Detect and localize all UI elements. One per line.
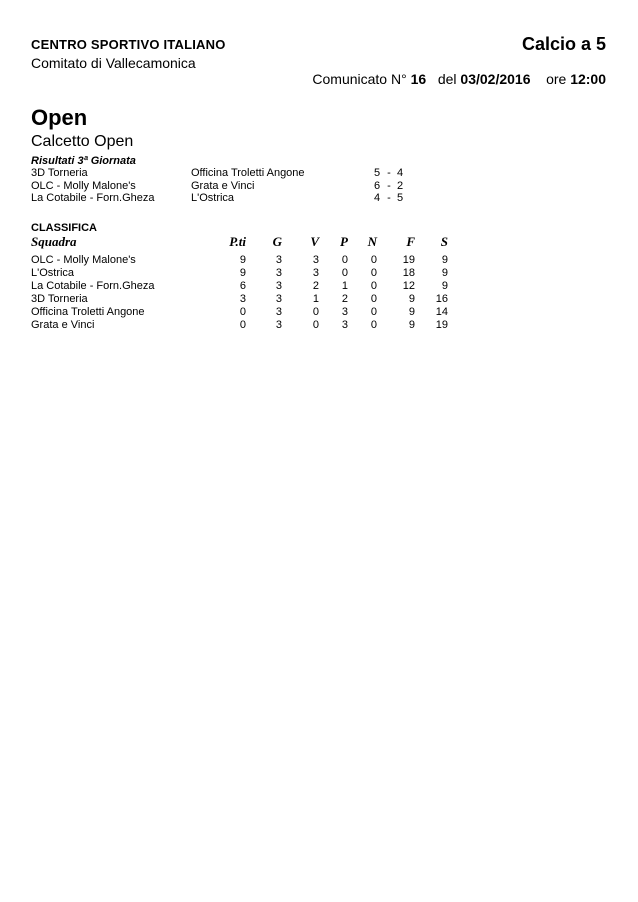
played-value: 3 <box>275 254 282 266</box>
standings-row <box>0 306 638 319</box>
played-value: 3 <box>275 267 282 279</box>
col-lost: P <box>340 234 348 249</box>
points-value: 0 <box>239 319 246 331</box>
match-row <box>0 192 638 205</box>
match-home-team: La Cotabile - Forn.Gheza <box>31 192 155 204</box>
lost-value: 1 <box>341 280 348 292</box>
match-row <box>0 167 638 180</box>
goals-for-value: 9 <box>408 306 415 318</box>
goals-against-value: 14 <box>435 306 448 318</box>
match-away-score: 2 <box>396 180 404 192</box>
lost-value: 2 <box>341 293 348 305</box>
won-value: 2 <box>312 280 319 292</box>
played-value: 3 <box>275 280 282 292</box>
sport-name: Calcio a 5 <box>521 34 606 54</box>
goals-against-value: 9 <box>441 254 448 266</box>
lost-value: 0 <box>341 267 348 279</box>
col-goals-against: S <box>440 234 448 249</box>
lost-value: 3 <box>341 306 348 318</box>
col-goals-for: F <box>406 234 415 249</box>
points-value: 0 <box>239 306 246 318</box>
goals-for-value: 19 <box>402 254 415 266</box>
drawn-value: 0 <box>370 280 377 292</box>
match-home-score: 4 <box>373 192 381 204</box>
standings-row <box>0 319 638 332</box>
match-home-team: 3D Torneria <box>31 167 88 179</box>
drawn-value: 0 <box>370 267 377 279</box>
lost-value: 3 <box>341 319 348 331</box>
goals-against-value: 16 <box>435 293 448 305</box>
score-separator: - <box>387 192 391 204</box>
lost-value: 0 <box>341 254 348 266</box>
match-away-team: Grata e Vinci <box>191 180 255 192</box>
organization-name: CENTRO SPORTIVO ITALIANO <box>31 37 226 52</box>
goals-for-value: 12 <box>402 280 415 292</box>
won-value: 0 <box>312 319 319 331</box>
col-played: G <box>272 234 282 249</box>
won-value: 0 <box>312 306 319 318</box>
goals-for-value: 18 <box>402 267 415 279</box>
category-title: Open <box>31 105 88 130</box>
match-away-team: L'Ostrica <box>191 192 235 204</box>
played-value: 3 <box>275 293 282 305</box>
standings-title: CLASSIFICA <box>31 222 97 234</box>
time-label: ore <box>546 71 567 87</box>
points-value: 9 <box>239 254 246 266</box>
drawn-value: 0 <box>370 306 377 318</box>
played-value: 3 <box>275 306 282 318</box>
team-name: Officina Troletti Angone <box>31 306 145 318</box>
won-value: 3 <box>312 254 319 266</box>
team-name: La Cotabile - Forn.Gheza <box>31 280 155 292</box>
col-team: Squadra <box>31 234 77 249</box>
goals-against-value: 19 <box>435 319 448 331</box>
team-name: OLC - Molly Malone's <box>31 254 136 266</box>
points-value: 9 <box>239 267 246 279</box>
match-home-team: OLC - Molly Malone's <box>31 180 136 192</box>
comunicato-time: 12:00 <box>570 71 606 87</box>
points-value: 3 <box>239 293 246 305</box>
team-name: 3D Torneria <box>31 293 88 305</box>
points-value: 6 <box>239 280 246 292</box>
goals-against-value: 9 <box>441 280 448 292</box>
match-away-score: 4 <box>396 167 404 179</box>
goals-against-value: 9 <box>441 267 448 279</box>
comunicato-line <box>312 71 606 87</box>
category-subtitle: Calcetto Open <box>31 133 134 150</box>
match-away-team: Officina Troletti Angone <box>191 167 305 179</box>
drawn-value: 0 <box>370 319 377 331</box>
score-separator: - <box>387 167 391 179</box>
drawn-value: 0 <box>370 254 377 266</box>
drawn-value: 0 <box>370 293 377 305</box>
match-home-score: 5 <box>373 167 381 179</box>
team-name: Grata e Vinci <box>31 319 95 331</box>
col-drawn: N <box>367 234 377 249</box>
won-value: 3 <box>312 267 319 279</box>
match-home-score: 6 <box>373 180 381 192</box>
standings-row <box>0 267 638 280</box>
standings-row <box>0 254 638 267</box>
played-value: 3 <box>275 319 282 331</box>
comunicato-date: 03/02/2016 <box>460 71 531 87</box>
match-away-score: 5 <box>396 192 404 204</box>
col-points: P.ti <box>229 234 246 249</box>
comunicato-label: Comunicato N° <box>312 71 407 87</box>
won-value: 1 <box>312 293 319 305</box>
results-title: Risultati 3ª Giornata <box>31 155 136 167</box>
goals-for-value: 9 <box>408 293 415 305</box>
date-label: del <box>437 71 457 87</box>
comunicato-number: 16 <box>410 71 427 87</box>
standings-row <box>0 280 638 293</box>
col-won: V <box>310 234 319 249</box>
standings-header <box>0 234 638 250</box>
committee-name: Comitato di Vallecamonica <box>31 55 196 71</box>
team-name: L'Ostrica <box>31 267 75 279</box>
standings-row <box>0 293 638 306</box>
goals-for-value: 9 <box>408 319 415 331</box>
score-separator: - <box>387 180 391 192</box>
